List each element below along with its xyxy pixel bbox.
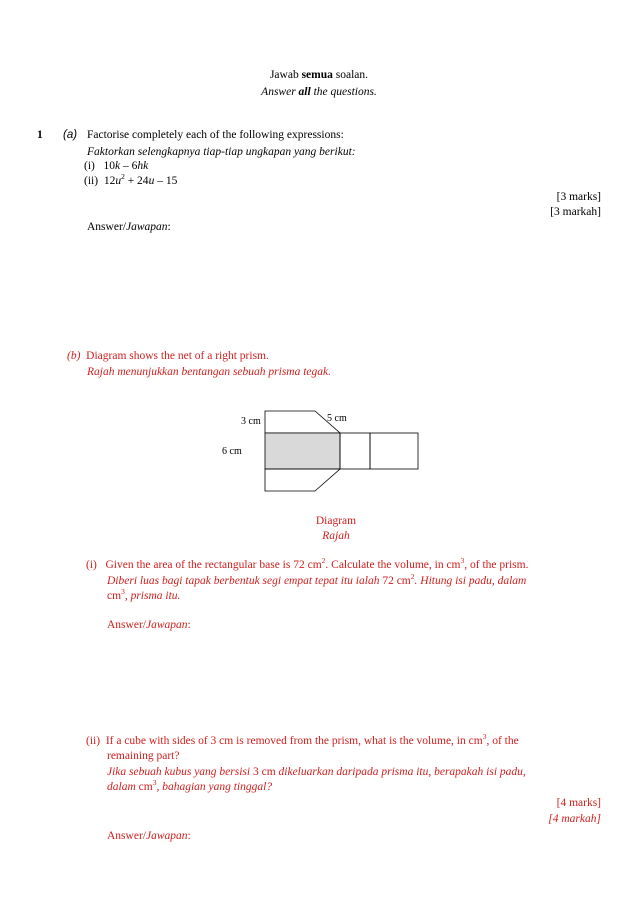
diagram-caption-ms: Rajah	[322, 530, 350, 542]
sub-i-answer-label: Answer/Jawapan:	[107, 619, 191, 631]
part-a-text-ms: Faktorkan selengkapnya tiap-tiap ungkapan yang berikut:	[87, 146, 356, 158]
part-a-label: (a)	[63, 129, 78, 141]
part-a-marks-en	[557, 191, 601, 203]
part-a-answer-label: Answer/Jawapan:	[87, 221, 171, 233]
sub-ii-answer-label: Answer/Jawapan:	[107, 830, 191, 842]
net-slant-face	[340, 433, 370, 469]
net-back-face	[370, 433, 418, 469]
part-b-marks-en: [4 marks]	[556, 797, 601, 809]
sub-ii-text-en-2: remaining part?	[107, 750, 180, 762]
sub-i-text-ms: Diberi luas bagi tapak berbentuk segi empat tepat itu ialah 72 $cm^2$. Hitung isi padu, dalam	[107, 572, 527, 587]
sub-i-text-en: (i) Given the area of the rectangular base is 72 $cm^2$. Calculate the volume, in $cm^3$, of the prism.	[86, 556, 529, 571]
question-number: 1	[37, 129, 43, 141]
label-3cm: 3 cm	[241, 416, 261, 427]
marks-text: [3 marks]	[556, 191, 601, 203]
part-a-item-ii: (ii) $12u^2 + 24u - 15$	[84, 172, 178, 187]
prism-net-diagram	[220, 405, 430, 495]
part-b-text-ms: Rajah menunjukkan bentangan sebuah prisma tegak.	[87, 366, 332, 378]
instruction-english: Answer all the questions.	[261, 86, 377, 98]
part-a-text-en: Factorise completely each of the following expressions:	[87, 129, 344, 141]
label-6cm: 6 cm	[222, 446, 242, 457]
part-a-marks-ms: [3 markah]	[550, 206, 601, 218]
part-a-item-i: (i) 10k – 6hk	[84, 160, 149, 172]
diagram-caption-en: Diagram	[315, 515, 357, 527]
label-5cm: 5 cm	[327, 413, 347, 424]
sub-ii-text-en: (ii) If a cube with sides of 3 cm is removed from the prism, what is the volume, in $cm^3$, of the	[86, 732, 519, 747]
instruction-malay: Jawab semua soalan.	[269, 69, 369, 81]
net-bottom-face	[265, 469, 340, 491]
sub-ii-text-ms: Jika sebuah kubus yang bersisi 3 cm dikeluarkan daripada prisma itu, berapakah isi padu,	[107, 766, 526, 778]
part-b-marks-ms: [4 markah]	[548, 813, 601, 825]
sub-i-text-ms-2: $cm^3$, prisma itu.	[107, 587, 181, 602]
net-base-rectangle	[265, 433, 340, 469]
sub-ii-text-ms-2: dalam $cm^3$, bahagian yang tinggal?	[107, 778, 273, 793]
part-b-text-en: (b) Diagram shows the net of a right prism.	[67, 350, 269, 362]
